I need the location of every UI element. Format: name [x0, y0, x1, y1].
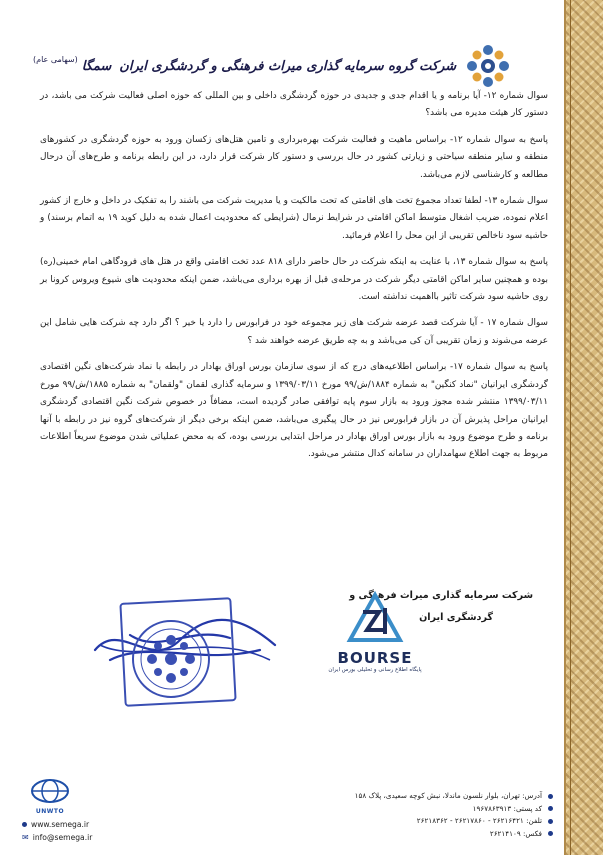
company-seal — [130, 618, 212, 700]
bullet-icon — [548, 806, 553, 811]
website-link[interactable]: www.semega.ir — [31, 820, 90, 829]
paragraph-a13: پاسخ به سوال شماره ۱۳، با عنایت به اینکه شرکت در حال حاضر دارای ۸۱۸ عدد تخت اقامتی واقع در هتل های فرودگاهی امام خمینی(ره) بوده و همچنین سایر اماکن اقامتی دیگر شرکت در مرحله‌ی قبل از بهره برداری می‌باشد، ضمن اینکه محدودیت های شیوع ویروس کرونا بر روی حاشیه سود شرکت تاثیر بااهمیت نداشته است. — [40, 257, 548, 303]
letter-body — [40, 88, 548, 473]
footer-phone: تلفن: ۲۶۲۱۶۴۲۱ - ۲۶۲۱۷۸۶۰ - ۲۶۲۱۸۳۶۲ — [416, 816, 542, 825]
bullet-icon — [548, 794, 553, 799]
footer-postal-code: کد پستی: ۱۹۶۷۸۶۳۹۱۳ — [472, 803, 542, 813]
email-icon: ✉ — [22, 833, 29, 842]
bullet-icon — [548, 819, 553, 824]
bourse-subtitle: پایگاه اطلاع رسانی و تحلیلی بورس ایران — [328, 667, 422, 673]
footer-fax: فکس: ۲۶۲۱۴۱۰۹ — [489, 828, 542, 838]
footer-phone-row — [233, 815, 553, 828]
email-link[interactable]: info@semega.ir — [32, 833, 93, 842]
signature-company-line1: شرکت سرمایه گذاری میراث فرهنگی و — [349, 590, 533, 601]
company-title: شرکت گروه سرمایه گذاری میراث فرهنگی و گردشگری ایران — [119, 58, 457, 74]
decorative-border — [564, 0, 603, 855]
footer-fax-row — [233, 828, 553, 841]
signature-company-line2: گردشگری ایران — [419, 612, 493, 623]
paragraph-a17: پاسخ به سوال شماره ۱۷- براساس اطلاعیه‌های درج که از سوی سازمان بورس اوراق بهادار در رابطه با نماد شرکت‌های نگین اقتصادی گردشگری ایرانیان "نماد کنگین" به شماره ۱۸۸۴/ش/۹۹ مورخ ۱۳۹۹/۰۳/۱۱ و سرمایه گذاری لقمان "ولقمان" به شماره ۱۸۸۵/ش/۹۹ مورخ ۱۳۹۹/۰۳/۱۱ منتشر شده مجوز ورود به بازار سوم پایه توافقی صادر گردیده است، مضافاً در خصوص شرکت نگین اقتصادی گردشگری ایرانیان مراحل پذیرش آن در بازار فرابورس نیز در حال پیگیری می‌باشد، ضمن اینکه برخی دیگر از شرکت‌های گروه نیز در رابطه با آنها برنامه و طرح موضوع ورود به بازار بورس اوراق بهادار در مراحل ابتدایی بررسی بوده، که به محض عملیاتی شدن موضوع سریعاً اطلاعات مربوط به جهت اطلاع سهامداران در سامانه کدال منتشر می‌شود. — [40, 362, 549, 460]
bourse-name: BOURSE — [337, 649, 413, 667]
footer-address-block — [233, 790, 553, 840]
bullet-icon — [548, 831, 553, 836]
globe-icon — [30, 778, 70, 804]
unwto-logo — [20, 778, 80, 815]
letterhead — [33, 42, 553, 90]
footer-address-row — [233, 790, 553, 803]
bullet-icon — [22, 822, 27, 827]
email-row — [22, 831, 92, 844]
paragraph-q17: سوال شماره ۱۷ - آیا شرکت قصد عرضه شرکت های زیر مجموعه خود در فرابورس را دارد یا خیر ؟ اگر دارد چه شرکت هایی شامل این عرضه می‌شوند و زمان تقریبی آن کی می‌باشد و به چه طریق عرضه خواهند شد ؟ — [40, 318, 548, 346]
footer-postal-row — [233, 803, 553, 816]
paragraph-q13: سوال شماره ۱۳- لطفا تعداد مجموع تخت های اقامتی که تحت مالکیت و یا مدیریت شرکت می باشند را به تفکیک در داخل و خارج از کشور اعلام نموده، ضریب اشغال متوسط اماکن اقامتی در شرایط نرمال (شرایطی که محدودیت اعمال شده به دلیل کوید ۱۹ به اتمام برسند) و حاشیه سود ناخالص تقریبی از این محل را اعلام فرمائید. — [40, 196, 548, 241]
footer-address: آدرس: تهران، بلوار نلسون ماندلا، نبش کوچه سعیدی، پلاک ۱۵۸ — [354, 791, 542, 800]
company-brand-suffix: (سهامی عام) — [33, 54, 78, 64]
bourse-logo — [325, 590, 425, 673]
unwto-label: UNWTO — [35, 808, 65, 815]
paragraph-a12: پاسخ به سوال شماره ۱۲- براساس ماهیت و فعالیت شرکت بهره‌برداری و تامین هتل‌های زکسان ورود به حوزه گردشگری در کشورهای منطقه و سایر منطقه سیاحتی و زیارتی کشور در حال بررسی و دستور کار شرکت قرار دارد، در این رابطه برنامه و طرح‌های آن درحال مطالعه و کارشناسی لازم می‌باشد. — [40, 134, 548, 180]
paragraph-q12: سوال شماره ۱۲- آیا برنامه و یا اقدام جدی و جدیدی در حوزه گردشگری داخلی و بین المللی که حوزه اصلی فعالیت شرکت می باشد، در دستور کار هیئت مدیره می باشد؟ — [40, 91, 548, 119]
company-logo-icon — [466, 44, 510, 88]
bourse-emblem-icon — [345, 590, 405, 645]
contact-block — [22, 818, 92, 844]
company-brand: سمگا — [81, 58, 112, 74]
website-row — [22, 818, 92, 831]
